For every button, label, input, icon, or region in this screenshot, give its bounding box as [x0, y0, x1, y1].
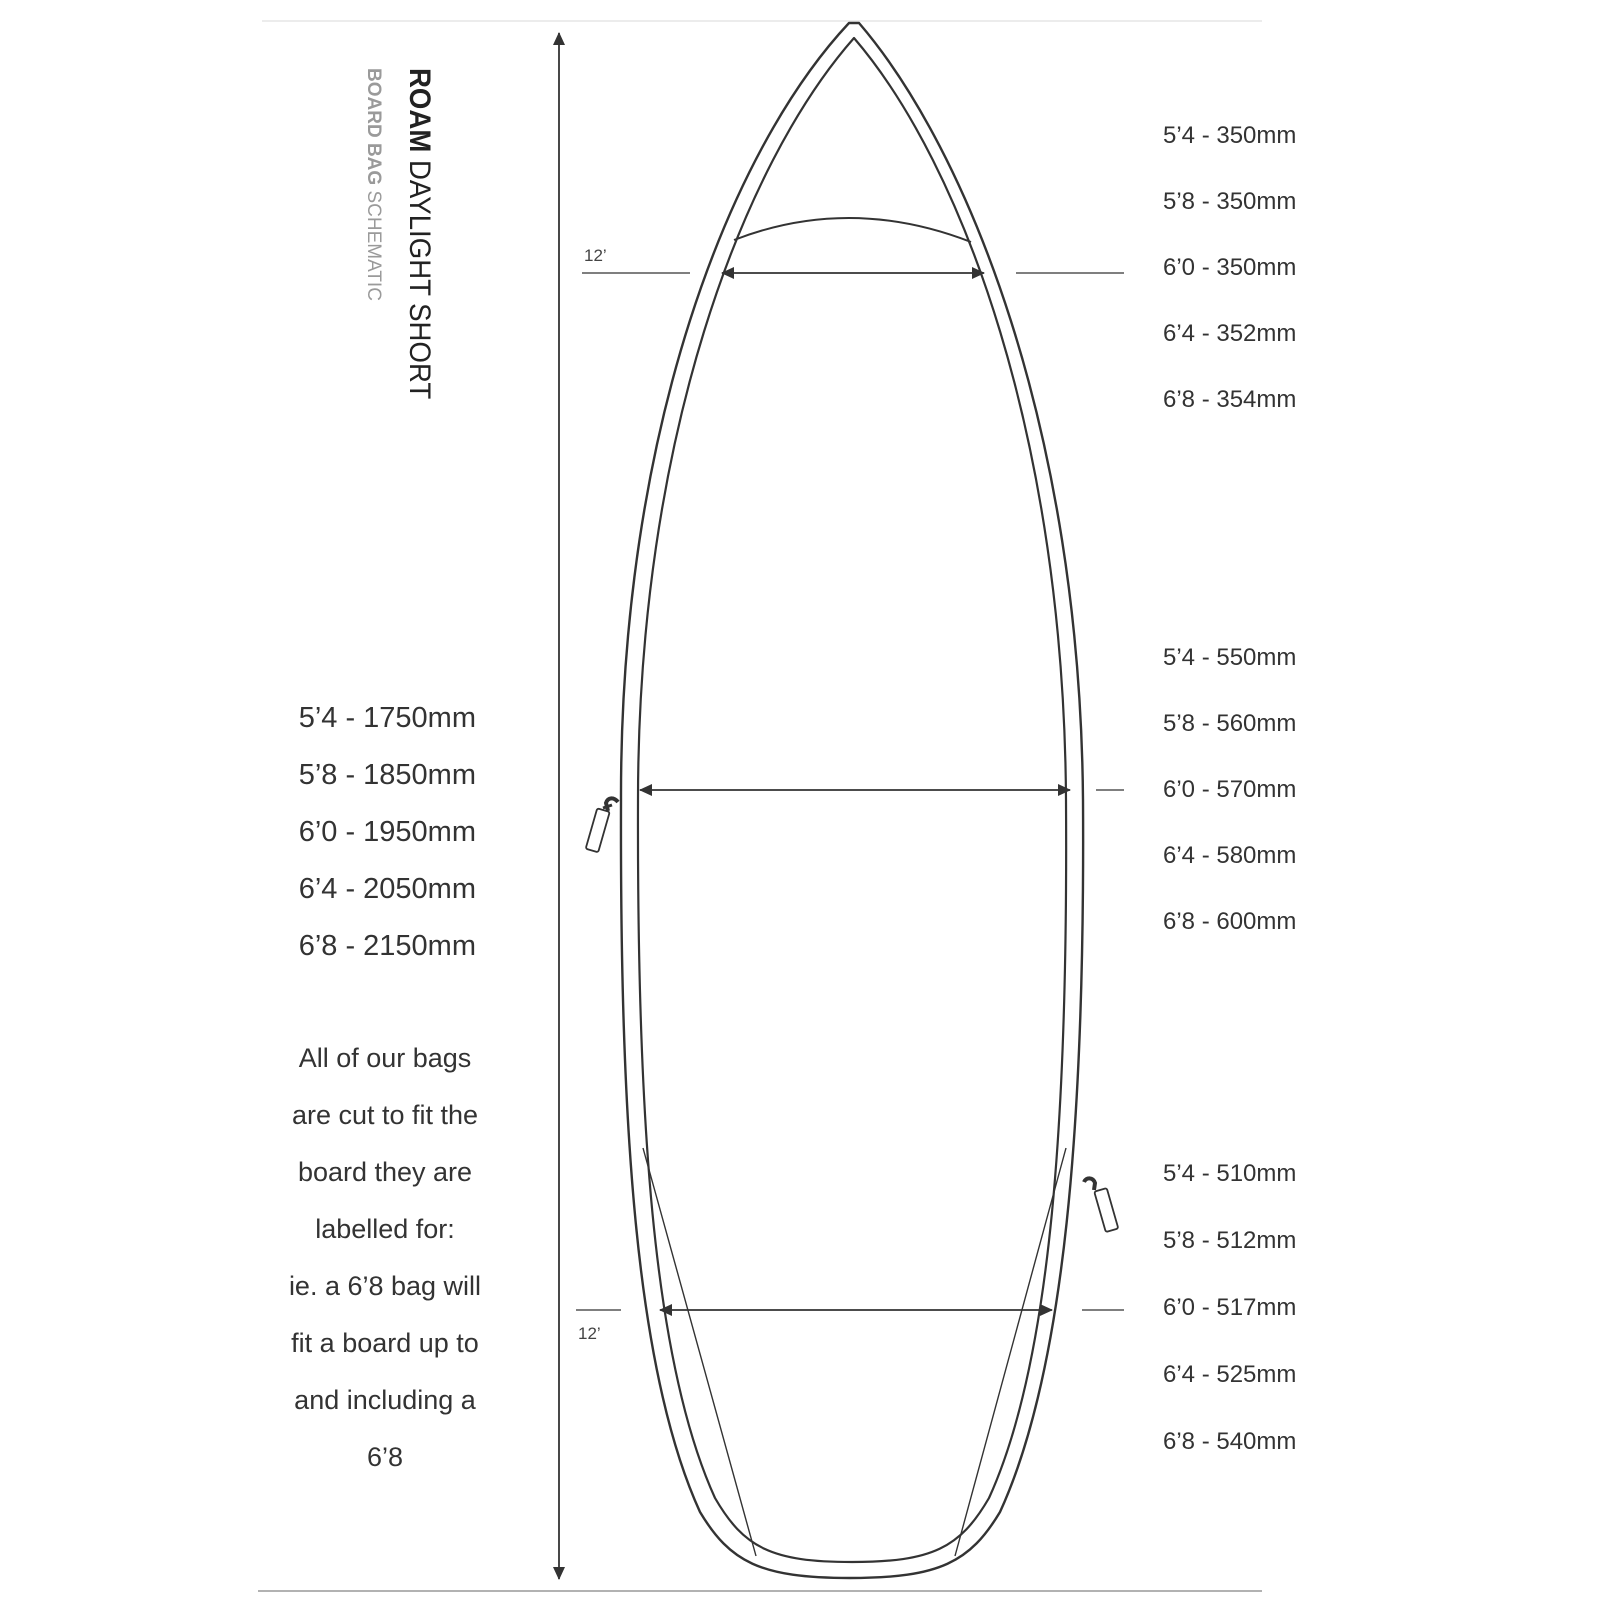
nose-width-item: 6’4 - 352mm — [1163, 320, 1297, 347]
title-subtitle — [362, 68, 384, 301]
bag-outline-inner — [638, 38, 1066, 1562]
tail-width-item: 5’4 - 510mm — [1163, 1160, 1297, 1187]
title-block — [360, 68, 440, 428]
note-line: labelled for: — [315, 1214, 455, 1244]
center-width-item: 6’4 - 580mm — [1163, 842, 1297, 869]
length-item: 6’4 - 2050mm — [298, 873, 476, 905]
note-line: 6’8 — [366, 1442, 404, 1472]
note-line: All of our bags — [298, 1043, 472, 1073]
note-line: are cut to fit the — [291, 1100, 479, 1130]
subtitle-light: SCHEMATIC — [363, 190, 384, 301]
note-line: board they are — [297, 1157, 473, 1187]
title-main — [402, 68, 436, 399]
center-width-item: 6’8 - 600mm — [1163, 908, 1297, 935]
fit-note — [270, 1030, 500, 1486]
length-item: 5’4 - 1750mm — [298, 702, 476, 734]
tail-seam-left — [643, 1148, 756, 1556]
zipper-pull-right-icon — [1084, 1178, 1118, 1232]
length-item: 6’8 - 2150mm — [298, 930, 476, 962]
nose-offset-label: 12’ — [584, 246, 607, 265]
length-item: 6’0 - 1950mm — [298, 816, 476, 848]
nose-width-item: 5’4 - 350mm — [1163, 122, 1297, 149]
tail-width-item: 6’0 - 517mm — [1163, 1294, 1297, 1321]
length-item: 5’8 - 1850mm — [298, 759, 476, 791]
center-width-item: 5’4 - 550mm — [1163, 644, 1297, 671]
note-line: ie. a 6’8 bag will — [288, 1271, 482, 1301]
nose-panel-seam — [734, 218, 971, 242]
tail-seam-right — [955, 1148, 1066, 1556]
nose-width-item: 6’8 - 354mm — [1163, 386, 1297, 413]
tail-offset-label: 12’ — [578, 1324, 601, 1343]
subtitle-bold: BOARD BAG — [363, 68, 384, 186]
nose-width-item: 6’0 - 350mm — [1163, 254, 1297, 281]
tail-width-item: 5’8 - 512mm — [1163, 1227, 1297, 1254]
note-line: and including a — [294, 1385, 476, 1415]
note-line: fit a board up to — [291, 1328, 479, 1358]
brand-name: ROAM — [403, 68, 436, 153]
tail-width-item: 6’8 - 540mm — [1163, 1428, 1297, 1455]
tail-width-item: 6’4 - 525mm — [1163, 1361, 1297, 1388]
bag-outline-outer — [621, 23, 1083, 1578]
center-width-item: 6’0 - 570mm — [1163, 776, 1297, 803]
product-name: DAYLIGHT SHORT — [403, 160, 436, 400]
nose-width-item: 5’8 - 350mm — [1163, 188, 1297, 215]
zipper-pull-left-icon — [586, 798, 618, 852]
center-width-item: 5’8 - 560mm — [1163, 710, 1297, 737]
